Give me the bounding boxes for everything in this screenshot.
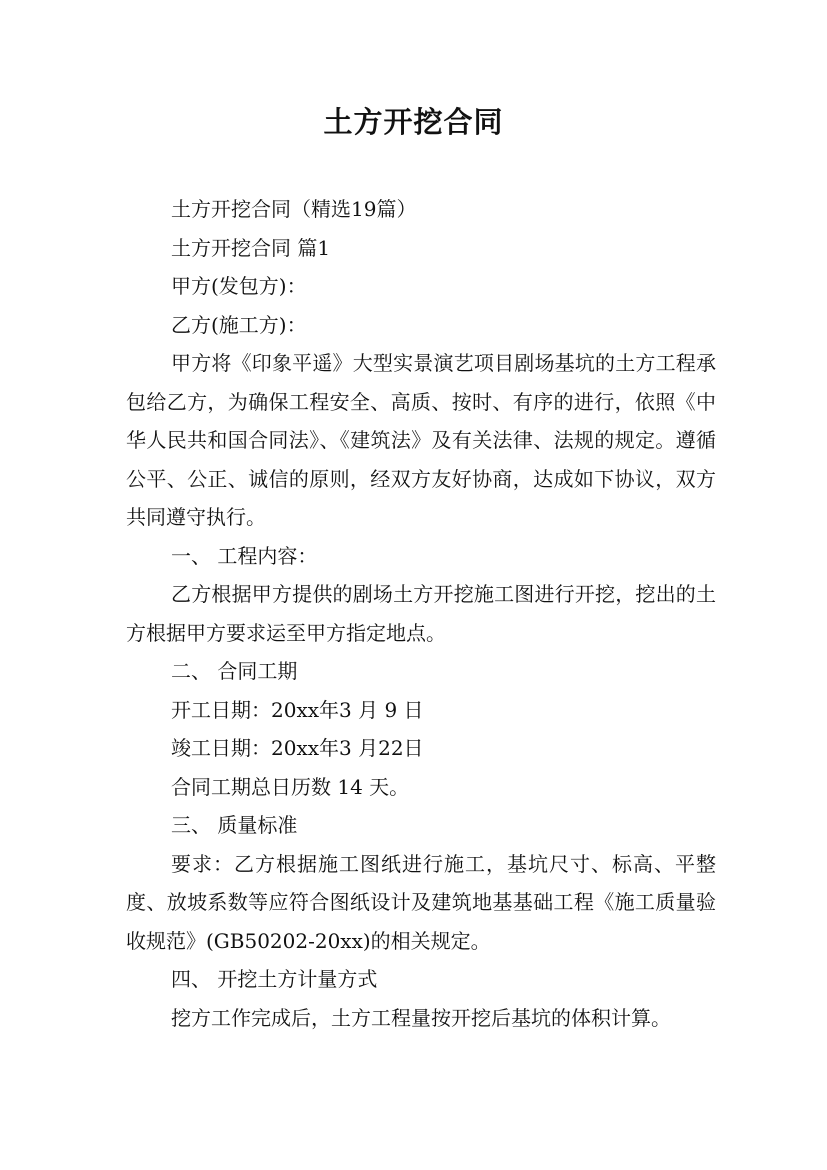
paragraph-party-b: 乙方(施工方)：: [171, 312, 307, 337]
paragraph-party-a: 甲方(发包方)：: [171, 274, 307, 298]
paragraph-preamble: 甲方将《印象平遥》大型实景演艺项目剧场基坑的土方工程承包给乙方，为确保工程安全、高质、按时、有序的进行，依照《中华人民共和国合同法》、《建筑法》及有关法律、法规的规定。遵循公平、公正、诚信的原则，经双方友好协商，达成如下协议，双方共同遵守执行。: [126, 351, 716, 529]
paragraph-quality-requirements: 要求：乙方根据施工图纸进行施工，基坑尺寸、标高、平整度、放坡系数等应符合图纸设计及建筑地基基础工程《施工质量验收规范》(GB50202-20xx)的相关规定。: [126, 851, 716, 953]
paragraph-work-content: 乙方根据甲方提供的剧场土方开挖施工图进行开挖，挖出的土方根据甲方要求运至甲方指定地点。: [126, 582, 716, 645]
heading-contract-period: 二、 合同工期: [171, 659, 298, 683]
document-body: [126, 190, 716, 1037]
heading-work-content: 一、 工程内容：: [171, 543, 318, 568]
document-title: 土方开挖合同: [323, 105, 504, 139]
heading-quality-standard: 三、 质量标准: [171, 813, 298, 837]
paragraph-completion-date: 竣工日期：20xx年3 月22日: [171, 736, 424, 760]
paragraph-total-days: 合同工期总日历数 14 天。: [171, 774, 410, 799]
heading-measurement-method: 四、 开挖土方计量方式: [171, 967, 378, 991]
paragraph-start-date: 开工日期：20xx年3 月 9 日: [171, 697, 424, 722]
paragraph-section-heading: 土方开挖合同 篇1: [171, 235, 331, 260]
paragraph-subtitle: 土方开挖合同（精选19篇）: [171, 197, 417, 221]
paragraph-measurement: 挖方工作完成后，土方工程量按开挖后基坑的体积计算。: [171, 1005, 671, 1030]
